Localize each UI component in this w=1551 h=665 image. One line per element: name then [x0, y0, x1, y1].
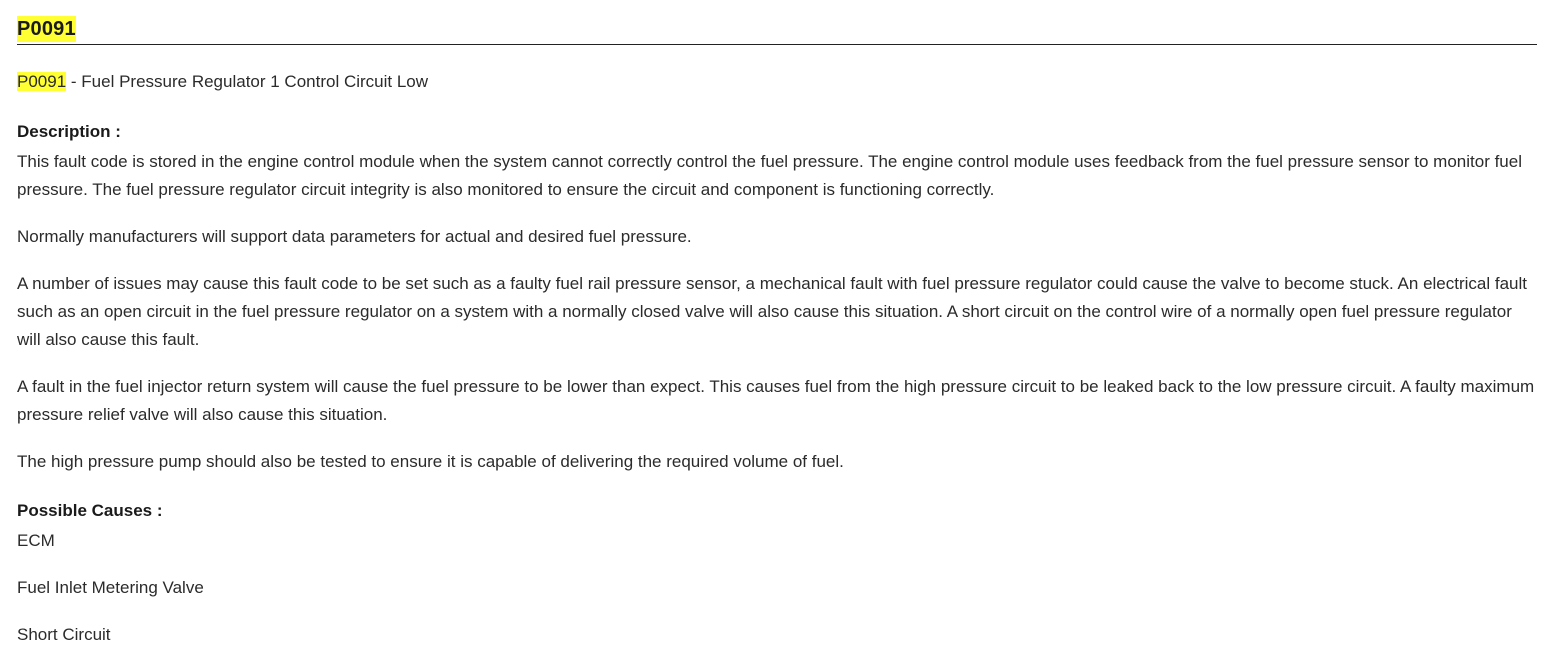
cause-item-short-circuit: Short Circuit [17, 625, 111, 644]
description-paragraph-2: Normally manufacturers will support data parameters for actual and desired fuel pressure. [17, 227, 692, 246]
title-bar [17, 0, 1537, 45]
code-title: Fuel Pressure Regulator 1 Control Circuit Low [81, 72, 429, 91]
description-paragraph-1: This fault code is stored in the engine control module when the system cannot correctly control the fuel pressure. The engine control module uses feedback from the fuel pressure sensor to monitor fuel pressure. The fuel pressure regulator circuit integrity is also monitored to ensure the circuit and component is functioning correctly. [17, 152, 1522, 199]
description-paragraph-4: A fault in the fuel injector return system will cause the fuel pressure to be lower than expect. This causes fuel from the high pressure circuit to be leaked back to the low pressure circuit. A faulty maximum pressure relief valve will also cause this situation. [17, 377, 1535, 424]
cause-item-metering-valve: Fuel Inlet Metering Valve [17, 578, 204, 597]
description-body [17, 148, 1537, 476]
highlighted-code: P0091 [17, 72, 67, 91]
description-paragraph-3: A number of issues may cause this fault code to be set such as a faulty fuel rail pressure sensor, a mechanical fault with fuel pressure regulator could cause the valve to become stuck. An electrical fault such as an open circuit in the fuel pressure regulator on a system with a normally closed valve will also cause this situation. A short circuit on the control wire of a normally open fuel pressure regulator will also cause this fault. [17, 274, 1528, 349]
cause-item-ecm: ECM [17, 531, 55, 550]
causes-heading: Possible Causes : [17, 501, 163, 520]
description-heading: Description : [17, 122, 121, 141]
summary-separator: - [66, 72, 82, 91]
causes-list [17, 527, 1537, 649]
page-title: P0091 [17, 18, 76, 40]
code-summary [17, 69, 1537, 95]
description-paragraph-5: The high pressure pump should also be tested to ensure it is capable of delivering the required volume of fuel. [17, 452, 844, 471]
